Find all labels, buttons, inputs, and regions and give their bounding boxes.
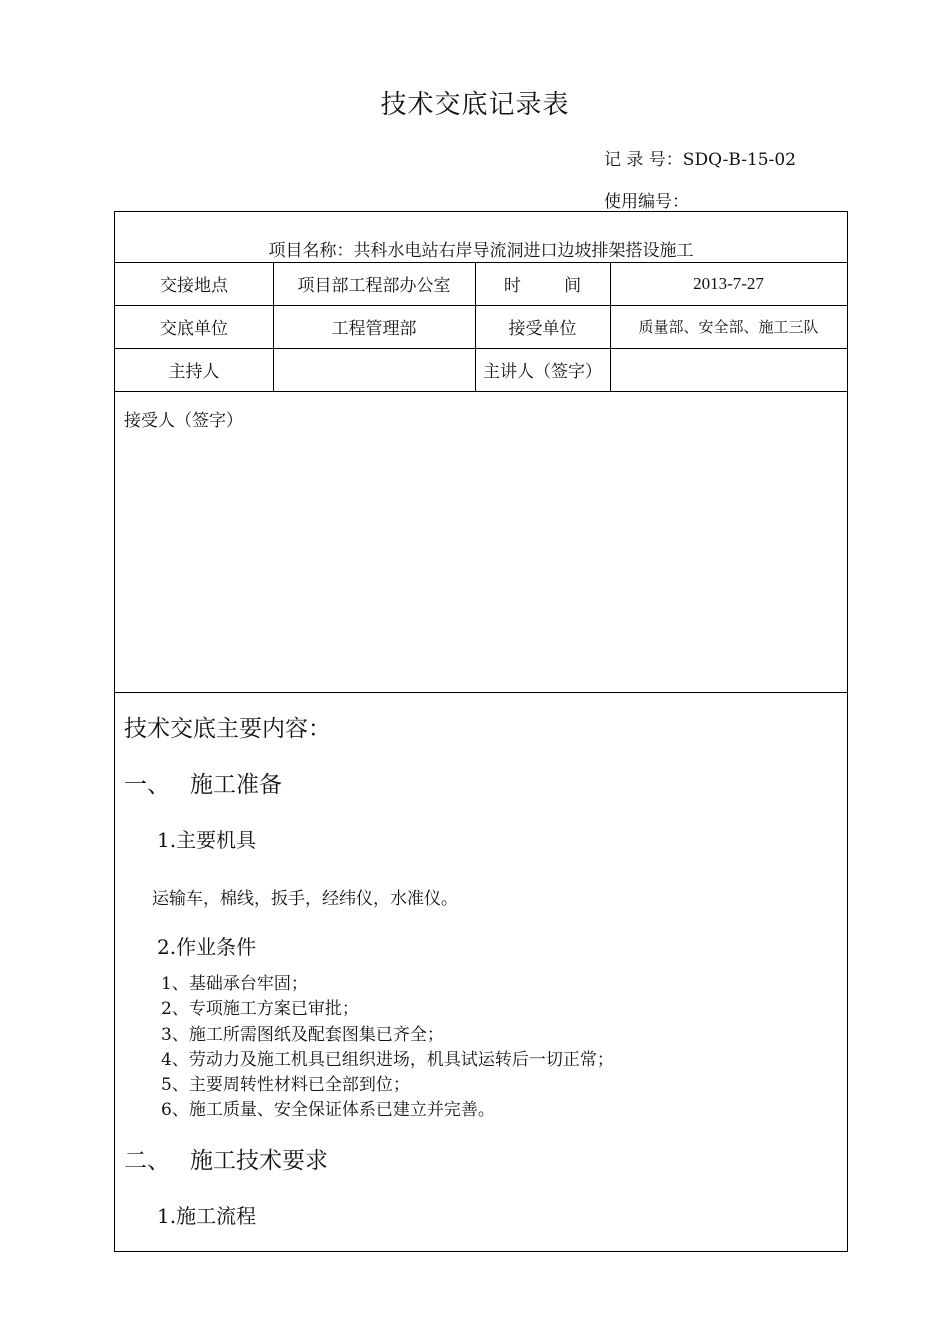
content-heading: 技术交底主要内容： bbox=[124, 716, 331, 742]
host-signature-field[interactable] bbox=[273, 348, 475, 391]
record-number: 记 录 号：SDQ-B-15-02 bbox=[604, 150, 796, 170]
location-label: 交接地点 bbox=[160, 276, 228, 296]
list-item: 2、专项施工方案已审批； bbox=[161, 999, 359, 1020]
speaker-label: 主讲人（签字） bbox=[483, 362, 602, 382]
issuer-value: 工程管理部 bbox=[331, 319, 417, 339]
time-label: 时 间 bbox=[503, 276, 582, 296]
project-name: 项目名称：共科水电站右岸导流洞进口边坡排架搭设施工 bbox=[268, 241, 694, 261]
section-1-heading bbox=[124, 766, 282, 799]
location-value: 项目部工程部办公室 bbox=[297, 276, 451, 296]
subsection-conditions: 2.作业条件 bbox=[157, 935, 257, 959]
speaker-signature-field[interactable] bbox=[610, 348, 847, 391]
recipient-signature-label: 接受人（签字） bbox=[124, 411, 243, 431]
section-1-number: 一、 bbox=[124, 772, 170, 798]
subsection-tools: 1.主要机具 bbox=[157, 828, 257, 852]
usage-number: 使用编号： bbox=[604, 192, 689, 212]
list-item: 1、基础承台牢固； bbox=[161, 974, 308, 994]
section-1-title: 施工准备 bbox=[190, 772, 282, 798]
list-item: 5、主要周转性材料已全部到位； bbox=[161, 1075, 410, 1096]
conditions-list bbox=[161, 972, 614, 1124]
list-item: 4、劳动力及施工机具已组织进场，机具试运转后一切正常； bbox=[161, 1049, 614, 1070]
time-value: 2013-7-27 bbox=[693, 273, 764, 293]
row-divider bbox=[115, 692, 847, 693]
section-2-number: 二、 bbox=[124, 1148, 170, 1174]
list-item: 6、施工质量、安全保证体系已建立并完善。 bbox=[161, 1100, 495, 1121]
subsection-workflow: 1.施工流程 bbox=[157, 1204, 257, 1228]
receiver-unit-label: 接受单位 bbox=[508, 319, 577, 339]
section-2-heading bbox=[124, 1142, 328, 1175]
row-divider bbox=[115, 391, 847, 392]
document-title: 技术交底记录表 bbox=[380, 90, 570, 120]
list-item: 3、施工所需图纸及配套图集已齐全； bbox=[161, 1024, 444, 1045]
record-table bbox=[114, 211, 848, 1252]
issuer-label: 交底单位 bbox=[160, 319, 228, 339]
tools-list: 运输车，棉线，扳手，经纬仪，水准仪。 bbox=[152, 889, 458, 909]
receiver-unit-value: 质量部、安全部、施工三队 bbox=[638, 318, 819, 336]
host-label: 主持人 bbox=[168, 362, 220, 382]
section-2-title: 施工技术要求 bbox=[190, 1148, 328, 1174]
